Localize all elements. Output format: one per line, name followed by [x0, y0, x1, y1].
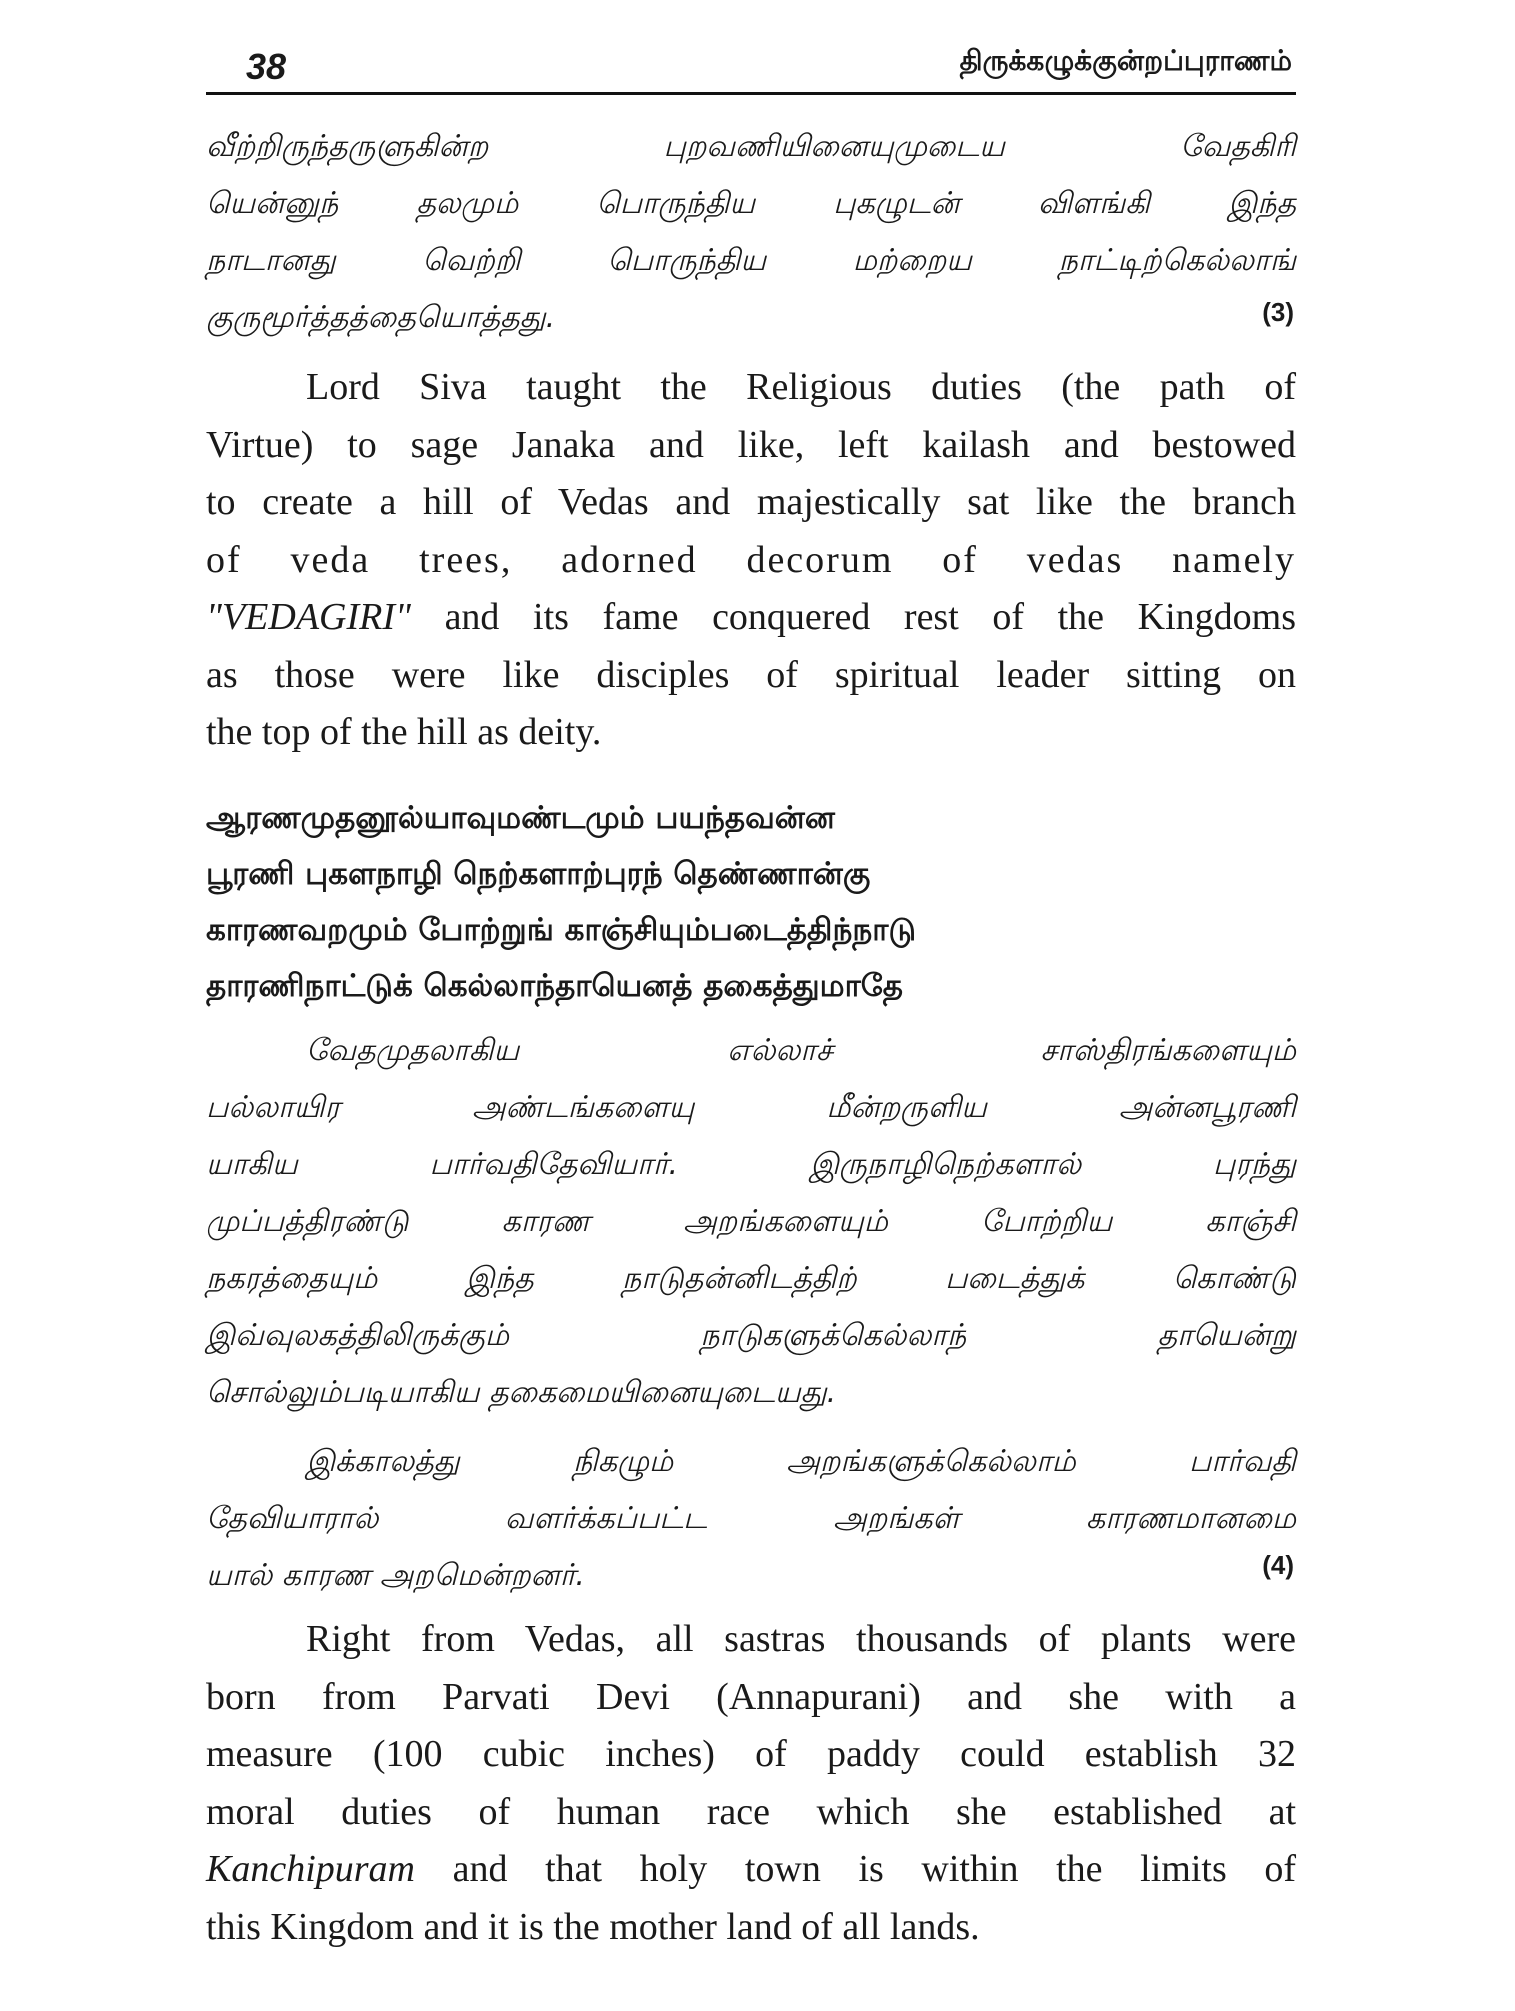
text-line: as those were like disciples of spiritual leader sitting on — [206, 653, 1296, 696]
page-number: 38 — [246, 46, 287, 87]
english-paragraph-1 — [206, 359, 1296, 762]
english-paragraph-2 — [206, 1611, 1296, 1956]
verse-line: பூரணி புகளநாழி நெற்களாற்புரந் தெண்ணான்கு — [206, 856, 871, 892]
text-line — [206, 589, 1296, 647]
text-line: measure (100 cubic inches) of paddy could establish 32 — [206, 1733, 1296, 1775]
text-line: நாடானது வெற்றி பொருந்திய மற்றைய நாட்டிற்கெல்லாங் — [206, 243, 1296, 278]
text-line: Virtue) to sage Janaka and like, left kailash and bestowed — [206, 423, 1296, 466]
verse-number: (3) — [1262, 297, 1294, 327]
text-line: born from Parvati Devi (Annapurani) and she with a — [206, 1675, 1296, 1718]
book-page — [206, 0, 1296, 2011]
text-line: this Kingdom and it is the mother land of all lands. — [206, 1905, 980, 1948]
text-line: தேவியாரால் வளர்க்கப்பட்ட அறங்கள் காரணமானமை — [206, 1501, 1296, 1536]
text-line: வேதமுதலாகிய எல்லாச் சாஸ்திரங்களையும் — [306, 1033, 1296, 1068]
text-line: முப்பத்திரண்டு காரண அறங்களையும் போற்றிய காஞ்சி — [206, 1204, 1296, 1239]
verse-line: ஆரணமுதனூல்யாவுமண்டமும் பயந்தவன்ன — [206, 800, 835, 836]
text-line: சொல்லும்படியாகிய தகைமையினையுடையது. — [206, 1375, 837, 1410]
verse-line: காரணவறமும் போற்றுங் காஞ்சியும்படைத்திந்நாடு — [206, 912, 917, 948]
text-line: யாகிய பார்வதிதேவியார். இருநாழிநெற்களால் புரந்து — [206, 1147, 1296, 1182]
text-line: நகரத்தையும் இந்த நாடுதன்னிடத்திற் படைத்துக் கொண்டு — [206, 1261, 1296, 1296]
text-line: Lord Siva taught the Religious duties (the path of — [306, 366, 1296, 408]
text-line: இவ்வுலகத்திலிருக்கும் நாடுகளுக்கெல்லாந் தாயென்று — [206, 1318, 1296, 1353]
page-header — [206, 40, 1296, 94]
tamil-paragraph-2 — [206, 1022, 1296, 1604]
verse-line: தாரணிநாட்டுக் கெல்லாந்தாயெனத் தகைத்துமாதே — [206, 968, 903, 1004]
text-line: யால் காரண அறமென்றனர். — [206, 1558, 585, 1593]
italic-term: Kanchipuram — [206, 1848, 415, 1890]
text-line: moral duties of human race which she established at — [206, 1790, 1296, 1833]
italic-term: "VEDAGIRI" — [206, 596, 411, 638]
text-line — [206, 1841, 1296, 1899]
text-line: பல்லாயிர அண்டங்களையு மீன்றருளிய அன்னபூரணி — [206, 1090, 1296, 1125]
text-line: of veda trees, adorned decorum of vedas namely — [206, 538, 1296, 581]
text-run: and its fame conquered rest of the Kingdoms — [410, 596, 1296, 638]
text-line: Right from Vedas, all sastras thousands of plants were — [306, 1618, 1296, 1660]
verse-number: (4) — [1262, 1550, 1294, 1580]
header-rule — [206, 92, 1296, 95]
text-line: இக்காலத்து நிகழும் அறங்களுக்கெல்லாம் பார்வதி — [306, 1444, 1296, 1479]
tamil-paragraph-1 — [206, 118, 1296, 346]
text-line: to create a hill of Vedas and majestically sat like the branch — [206, 481, 1296, 523]
text-line: குருமூர்த்தத்தையொத்தது. — [206, 300, 556, 335]
running-title: திருக்கழுக்குன்றப்புராணம் — [959, 44, 1292, 77]
text-line: the top of the hill as deity. — [206, 711, 602, 753]
verse-block — [206, 790, 916, 1014]
text-line: யென்னுந் தலமும் பொருந்திய புகழுடன் விளங்கி இந்த — [206, 186, 1296, 221]
text-run: and that holy town is within the limits of — [415, 1848, 1296, 1890]
text-line: வீற்றிருந்தருளுகின்ற புறவணியினையுமுடைய வேதகிரி — [206, 129, 1296, 164]
